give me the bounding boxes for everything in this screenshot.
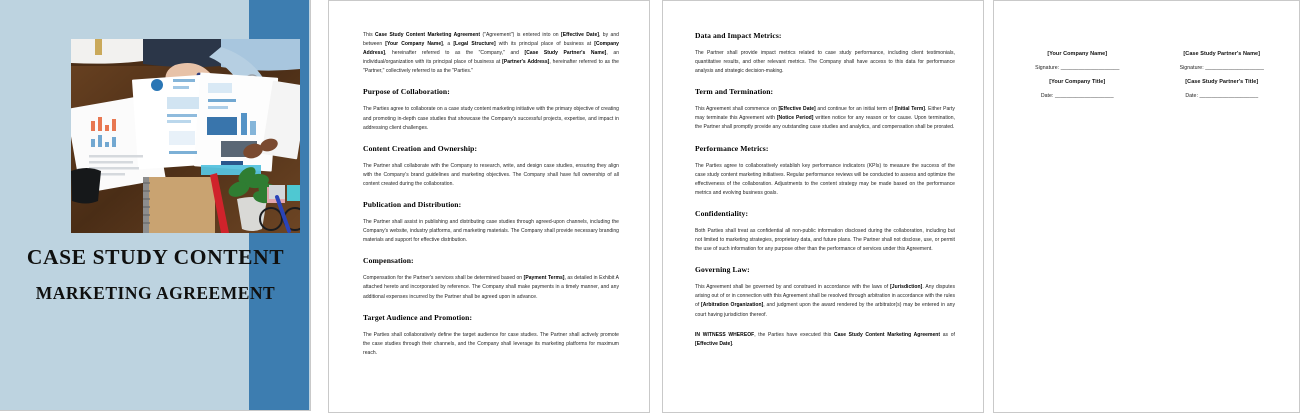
company-name-placeholder: [Your Company Name]: [1047, 51, 1108, 57]
section-body-performance-metrics: The Parties agree to collaboratively establish key performance indicators (KPIs) to measure the success of the case study content marketing initiatives. Regular performance reviews will be conducted to assess and optimize the effectiveness of the collaboration. Adjustments to the content strategy may be made based on the performance metrics and evolving business goals.: [695, 162, 955, 196]
section-heading-compensation: Compensation:: [363, 256, 414, 266]
section-heading-performance-metrics: Performance Metrics:: [695, 143, 769, 153]
section-body-target-audience: The Parties shall collaboratively define the target audience for case studies. The Partner shall actively promote the case studies through their channels, and the Company shall leverage its marketing platforms for maximum reach.: [363, 331, 619, 356]
partner-date-line[interactable]: Date: ____________________: [1185, 93, 1259, 99]
document-page-cover[interactable]: [0, 0, 311, 411]
company-signature-line[interactable]: Signature: ____________________: [1035, 65, 1120, 71]
section-heading-purpose: Purpose of Collaboration:: [363, 87, 450, 97]
section-heading-governing-law: Governing Law:: [695, 265, 750, 275]
company-title-placeholder: [Your Company Title]: [1049, 79, 1106, 85]
section-heading-data-metrics: Data and Impact Metrics:: [695, 31, 782, 40]
signature-area: [1010, 51, 1289, 99]
section-body-content-creation: The Partner shall collaborate with the Company to research, write, and design case studies, ensuring they align with the Company's brand guidelines and marketing objectives. The Company shall have full ownership of all content created during the collaboration.: [363, 162, 619, 187]
cover-photo: [71, 39, 300, 233]
cover-title-block: [0, 244, 311, 305]
page-3-content: [695, 31, 955, 358]
section-heading-publication: Publication and Distribution:: [363, 200, 462, 210]
section-body-compensation: Compensation for the Partner's services shall be determined based on [Payment Terms], as detailed in Exhibit A attached hereto and incorporated by reference. The Company shall make payments in a timely manner, and any additional expenses incurred by the Partner shall be agreed upon in advance.: [363, 275, 619, 300]
witness-paragraph: IN WITNESS WHEREOF, the Parties have executed this Case Study Content Marketing Agreement as of [Effective Date].: [695, 331, 955, 347]
document-page-4[interactable]: [993, 0, 1300, 413]
section-heading-content-creation: Content Creation and Ownership:: [363, 143, 478, 153]
section-heading-confidentiality: Confidentiality:: [695, 208, 749, 218]
document-page-2[interactable]: [328, 0, 650, 413]
company-date-line[interactable]: Date: ____________________: [1040, 93, 1114, 99]
section-body-term-termination: This Agreement shall commence on [Effective Date] and continue for an initial term of [Initial Term]. Either Party may terminate this Agreement with [Notice Period] written notice for any reason or for cause. Upon termination, the Partner shall promptly provide any outstanding case studies and analytics, and compensation shall be prorated.: [695, 106, 955, 131]
partner-title-placeholder: [Case Study Partner's Title]: [1185, 79, 1259, 85]
partner-name-placeholder: [Case Study Partner's Name]: [1183, 51, 1261, 57]
section-body-confidentiality: Both Parties shall treat as confidential all non-public information disclosed during the collaboration, including but not limited to marketing strategies, proprietary data, and future plans. The Partner shall not disclose, use, or permit the use of such information for any purpose other than the performance of services under this Agreement.: [695, 227, 955, 253]
cover-subtitle: MARKETING AGREEMENT: [35, 282, 276, 303]
section-body-governing-law: This Agreement shall be governed by and construed in accordance with the laws of [Jurisdiction]. Any disputes arising out of or in connection with this Agreement shall be resolved through arbitration in accordance with the rules of [Arbitration Organization], and judgment upon the award rendered by the arbitrator(s) may be entered in any court having jurisdiction thereof.: [695, 284, 955, 318]
signature-block-partner: [1155, 51, 1290, 99]
section-body-purpose: The Parties agree to collaborate on a case study content marketing initiative with the primary objective of creating and promoting in-depth case studies that showcase the Company's successful projects, expertise, and impact in addressing client challenges.: [363, 106, 619, 131]
section-body-data-metrics: The Partner shall provide impact metrics related to case study performance, including client testimonials, quantitative results, and other relevant metrics. The Company shall have access to this data for performance analysis and strategic decision-making.: [695, 50, 955, 75]
cover-photo-illustration: [71, 39, 300, 233]
section-body-publication: The Partner shall assist in publishing and distributing case studies through agreed-upon channels, including the Company's website, industry platforms, and marketing materials. The Company shall provide necessary branding materials and support for effective distribution.: [363, 219, 619, 244]
section-heading-term-termination: Term and Termination:: [695, 87, 774, 97]
intro-paragraph: This Case Study Content Marketing Agreement ("Agreement") is entered into on [Effective Date], by and between [Your Company Name], a [Legal Structure] with its principal place of business at [Company Address], hereinafter referred to as the "Company," and [Case Study Partner's Name], an individual/organization with its principal place of business at [Partner's Address], hereinafter referred to as the "Partner," collectively referred to as the "Parties.": [363, 32, 620, 75]
section-heading-target-audience: Target Audience and Promotion:: [363, 312, 473, 322]
partner-signature-line[interactable]: Signature: ____________________: [1179, 65, 1264, 71]
page-2-content: [363, 31, 619, 367]
cover-title: CASE STUDY CONTENT: [26, 245, 285, 269]
signature-block-company: [1010, 51, 1145, 99]
document-page-3[interactable]: [662, 0, 984, 413]
